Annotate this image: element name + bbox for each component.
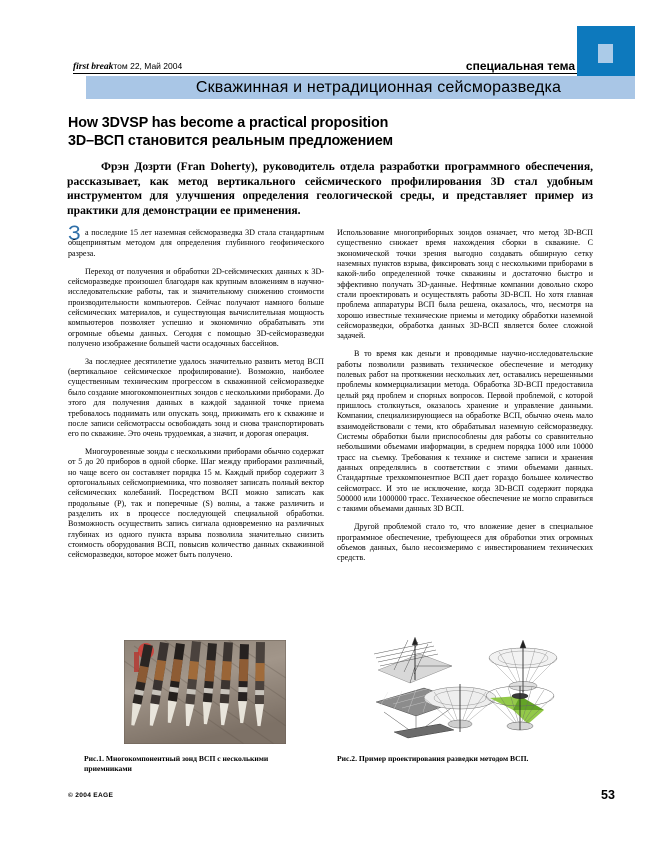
figure-1-caption: Рис.1. Многокомпонентный зонд ВСП с несколькими приемниками — [84, 754, 269, 773]
masthead-journal-info — [73, 61, 182, 73]
topic-bar — [86, 76, 635, 99]
masthead — [73, 58, 577, 74]
drop-cap: З — [68, 222, 81, 245]
copyright-notice: © 2004 EAGE — [68, 792, 114, 799]
paragraph: За последнее десятилетие удалось значительно развить метод ВСП (вертикальное сейсмическое профилирование). Возможно, наиболее существенным техническим прогрессом в скважинной сейсморазведке было создание многокомпонентных зондов с несколькими приборами. До этого для получения данных в каждой заданной точке приема требовалось поднимать или опускать зонд, прижимать его к скважине и после записи сейсмотрассы освобождать зонд и снова транспортировать его по скважине. Это очень трудоемкая, а значит, и дорогая операция. — [68, 356, 324, 439]
eage-logo-square — [577, 26, 635, 76]
eage-logo-inner-square — [598, 44, 613, 63]
article-title-english: How 3DVSP has become a practical proposition — [68, 115, 389, 131]
paragraph: Другой проблемой стало то, что вложение денег в специальное программное обеспечение, требующееся для обработки этих огромных объемов данных, было несоизмеримо с инвестированием технических средств. — [337, 522, 593, 563]
body-column-right — [337, 228, 593, 571]
section-label: специальная тема — [465, 59, 575, 73]
body-column-left — [68, 228, 324, 568]
paragraph: Использование многоприборных зондов означает, что метод 3D-ВСП существенно снижает время нахождения сборки в скважине. С экономической точки зрения выгодно создавать обширную сетку наземных пунктов взрыва, фиксировать зонд с несколькими приборами в какой-либо определенной точке скважины и достаточно быстро и эффективно получать 3D-данные. Нефтяные компании довольно скоро стали проектировать и осуществлять работы 3D-ВСП. Но хотя главная проблема аппаратуры ВСП была решена, оказалось, что, несмотря на хорошо известные технические приемы и методику обработки наземной сейсморазведки, обработка данных 3D-ВСП является более сложной задачей. — [337, 228, 593, 341]
page-number: 53 — [601, 788, 615, 802]
article-title-russian: 3D–ВСП становится реальным предложением — [68, 133, 394, 149]
paragraph: В то время как деньги и проводимые научно-исследовательские работы позволили развивать техническое обеспечение и методику полевых работ на протяжении нескольких лет, оставались нерешенными проблемы коммерциализации метода. Обработка 3D-ВСП предоставила целый ряд проблем и спорных вопросов. Первой проблемой, с которой пришлось столкнуться, оказалось хранение и управление данными. Компании, специализирующиеся на обработке ВСП, обычно очень мало взаимодействовали с теми, кто обрабатывал наземную сейсморазведку. Системы обработки были приспособлены для работы со сравнительно небольшими объемами информации, в среднем порядка 1000 или 10000 трасс на съемку. Требования к технике и системе записи и хранения данных определялись в соответствии с этими объемами данных. Стандартные трехкомпонентное ВСП дает гораздо большее количество сейсмотрасс. И это не исключение, когда 3D-ВСП содержит порядка 500000 или 1000000 трасс. Техническое обеспечение не могло справиться с такими объемами данных 3D ВСП. — [337, 349, 593, 514]
standfirst-paragraph: Фрэн Дозрти (Fran Doherty), руководитель отдела разработки программного обеспечения, рассказывает, как метод вертикального сейсмического профилирования 3D стал удобным инструментом для улучшения определения геологической среды, и представляет пример из практики для демонстрации ее применения. — [67, 160, 593, 217]
journal-name: first break — [73, 62, 114, 72]
title-block — [68, 114, 548, 150]
paragraph: Многоуровенные зонды с несколькими приборами обычно содержат от 5 до 20 приборов в одной сборке. Шаг между приборами различный, но чаще всего он составляет порядка 15 м. Каждый прибор содержит 3 ортогональных сейсмоприемника, что позволяет записать полный вектор сейсмических колебаний. Посредством ВСП можно записать как продольные (P), так и поперечные (S) волны, а также различить и разделить их в процессе последующей специальной обработки. Возможность осуществить запись сигнала одновременно на различных глубинах из одного пункта взрыва позволила значительно снизить стоимость оборудования ВСП, повысив количество данных скважинной сейсморазведки, которое может быть получено. — [68, 447, 324, 560]
figure-1 — [124, 640, 286, 744]
figure-2 — [368, 636, 568, 748]
topic-bar-title: Скважинная и нетрадиционная сейсморазведка — [195, 78, 562, 96]
paragraph: Переход от получения и обработки 2D-сейсмических данных к 3D-сейсморазведке произошел благодаря как крупным вложениям в научно-исследовательские работы, так и значительному снижению стоимости производительности компьютеров. Сейчас получают намного больше сейсмических материалов, и существующая вычислительная мощность компьютеров позволяет успешно и экономично обрабатывать эти огромные объемы данных. Сегодня с помощью 3D-сейсморазведки получено изображение большей части осадочных бассейнов. — [68, 266, 324, 348]
multicomponent-vsp-probe-photo — [124, 640, 286, 744]
paragraph: а последние 15 лет наземная сейсморазведка 3D стала стандартным общепринятым методом для определения глубинного геофизического разреза. — [68, 228, 324, 258]
vsp-survey-design-diagram — [368, 636, 568, 748]
figure-2-caption: Рис.2. Пример проектирования разведки методом ВСП. — [337, 754, 529, 763]
journal-volume-date: том 22, Май 2004 — [113, 61, 183, 71]
